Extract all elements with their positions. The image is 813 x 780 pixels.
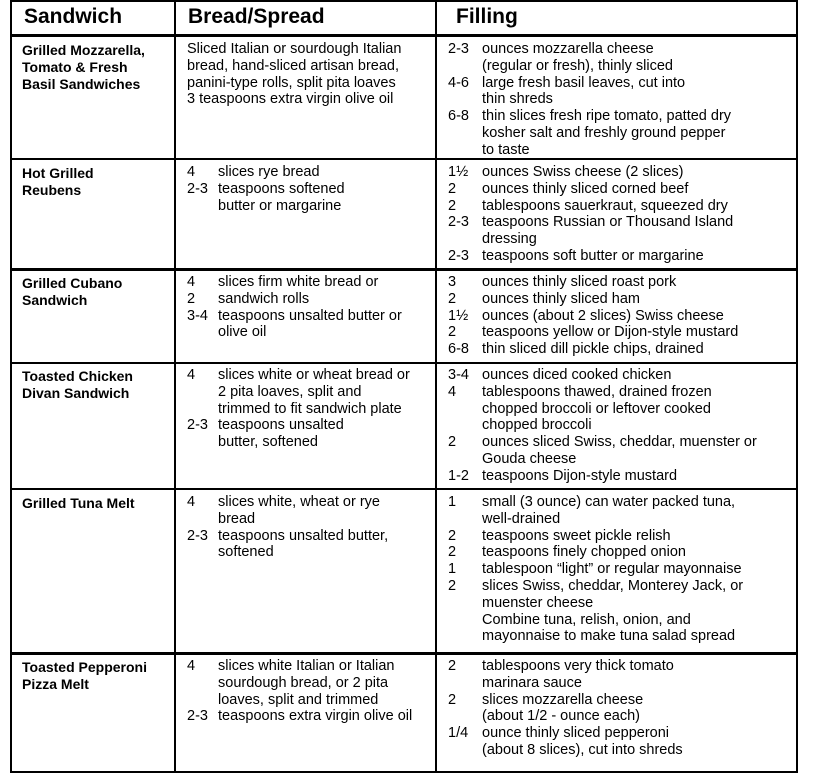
filling-line: chopped broccoli xyxy=(482,417,592,434)
sandwich-name: Toasted Chicken Divan Sandwich xyxy=(22,368,133,401)
filling-line: slices mozzarella cheese xyxy=(482,691,644,708)
filling-line: tablespoons sauerkraut, squeezed dry xyxy=(482,197,728,214)
column-divider xyxy=(174,0,176,773)
bread-line: teaspoons softened xyxy=(218,180,345,197)
sandwich-name: Toasted Pepperoni Pizza Melt xyxy=(22,659,147,692)
filling-line: large fresh basil leaves, cut into xyxy=(482,74,686,91)
filling-line: ounces diced cooked chicken xyxy=(482,367,672,383)
filling-line: thin shreds xyxy=(482,91,553,108)
bread-line: teaspoons unsalted butter, xyxy=(218,527,389,544)
filling-line: teaspoons yellow or Dijon-style mustard xyxy=(482,324,739,341)
bread-line: teaspoons extra virgin olive oil xyxy=(218,708,413,725)
filling-quantity: 2 xyxy=(448,544,457,561)
filling-quantity: 3-4 xyxy=(448,367,469,383)
row-divider xyxy=(10,652,798,655)
bread-line: softened xyxy=(218,544,274,561)
filling-quantity: 1 xyxy=(448,494,457,510)
filling-line: teaspoons soft butter or margarine xyxy=(482,248,704,264)
bread-line: sandwich rolls xyxy=(218,290,310,307)
bread-line: bread, hand-sliced artisan bread, xyxy=(187,57,399,74)
bread-quantity: 2-3 xyxy=(187,180,208,197)
filling-line: tablespoon “light” or regular mayonnaise xyxy=(482,561,742,578)
header-divider xyxy=(10,34,798,37)
filling-quantity: 6-8 xyxy=(448,341,469,358)
bread-line: Sliced Italian or sourdough Italian xyxy=(187,41,402,57)
filling-line: ounces (about 2 slices) Swiss cheese xyxy=(482,307,724,324)
filling-line: well-drained xyxy=(482,510,561,527)
sandwich-table xyxy=(10,0,798,773)
table-top-border xyxy=(10,0,798,2)
filling-line: kosher salt and freshly ground pepper xyxy=(482,125,726,141)
bread-quantity: 2-3 xyxy=(187,417,208,434)
bread-quantity: 4 xyxy=(187,658,196,674)
bread-line: loaves, split and trimmed xyxy=(218,691,379,708)
row-divider xyxy=(10,158,798,160)
filling-quantity: 2 xyxy=(448,578,457,594)
bread-line: slices white, wheat or rye xyxy=(218,494,380,510)
header-filling: Filling xyxy=(456,5,518,28)
filling-line: ounces sliced Swiss, cheddar, muenster or xyxy=(482,434,757,451)
filling-quantity: 4 xyxy=(448,383,457,400)
filling-line: teaspoons Dijon-style mustard xyxy=(482,467,678,484)
filling-quantity: 6-8 xyxy=(448,108,469,125)
sandwich-name: Grilled Tuna Melt xyxy=(22,495,135,511)
bread-line: butter, softened xyxy=(218,434,318,451)
bread-line: teaspoons unsalted xyxy=(218,417,344,434)
filling-line: thin slices fresh ripe tomato, patted dry xyxy=(482,108,732,125)
filling-line: to taste xyxy=(482,141,530,158)
filling-quantity: 2-3 xyxy=(448,248,469,264)
filling-quantity: 2 xyxy=(448,180,457,197)
bread-line: bread xyxy=(218,510,256,527)
bread-quantity: 2-3 xyxy=(187,527,208,544)
header-sandwich: Sandwich xyxy=(24,5,123,28)
bread-line: slices white or wheat bread or xyxy=(218,367,410,383)
bread-quantity: 4 xyxy=(187,494,196,510)
table-right-border xyxy=(796,0,798,773)
filling-quantity: 2-3 xyxy=(448,41,469,57)
filling-line: ounces thinly sliced roast pork xyxy=(482,274,677,290)
sandwich-name: Grilled Cubano Sandwich xyxy=(22,275,123,308)
table-left-border xyxy=(10,0,12,773)
filling-line: ounces thinly sliced corned beef xyxy=(482,180,689,197)
filling-quantity: 2 xyxy=(448,691,457,708)
bread-quantity: 4 xyxy=(187,274,196,290)
filling-quantity: 1 xyxy=(448,561,457,578)
bread-line: slices rye bread xyxy=(218,164,320,180)
bread-line: 2 pita loaves, split and xyxy=(218,383,362,400)
bread-quantity: 4 xyxy=(187,164,196,180)
filling-line: (about 1/2 - ounce each) xyxy=(482,708,640,725)
filling-line: (regular or fresh), thinly sliced xyxy=(482,57,673,74)
filling-line: Gouda cheese xyxy=(482,451,577,467)
filling-line: (about 8 slices), cut into shreds xyxy=(482,742,683,758)
filling-line: dressing xyxy=(482,231,537,248)
bread-line: 3 teaspoons extra virgin olive oil xyxy=(187,91,394,108)
sandwich-name: Grilled Mozzarella, Tomato & Fresh Basil Sandwiches xyxy=(22,42,145,92)
bread-line: olive oil xyxy=(218,324,267,341)
filling-quantity: 1½ xyxy=(448,164,469,180)
filling-quantity: 2 xyxy=(448,290,457,307)
filling-line: slices Swiss, cheddar, Monterey Jack, or xyxy=(482,578,744,594)
bread-quantity: 2-3 xyxy=(187,708,208,725)
filling-quantity: 1/4 xyxy=(448,725,469,742)
row-divider xyxy=(10,268,798,271)
filling-line: teaspoons Russian or Thousand Island xyxy=(482,214,734,231)
filling-quantity: 3 xyxy=(448,274,457,290)
filling-quantity: 2 xyxy=(448,197,457,214)
filling-line: chopped broccoli or leftover cooked xyxy=(482,400,711,417)
row-divider xyxy=(10,488,798,490)
bread-line: panini-type rolls, split pita loaves xyxy=(187,74,396,91)
filling-line: ounces mozzarella cheese xyxy=(482,41,654,57)
filling-quantity: 1½ xyxy=(448,307,469,324)
filling-line: Combine tuna, relish, onion, and xyxy=(482,611,691,628)
filling-line: marinara sauce xyxy=(482,674,582,691)
bread-line: teaspoons unsalted butter or xyxy=(218,307,402,324)
filling-line: ounces thinly sliced ham xyxy=(482,290,640,307)
filling-line: tablespoons very thick tomato xyxy=(482,658,674,674)
bread-line: slices firm white bread or xyxy=(218,274,379,290)
row-divider xyxy=(10,362,798,364)
filling-line: ounces Swiss cheese (2 slices) xyxy=(482,164,684,180)
bread-quantity: 3-4 xyxy=(187,307,208,324)
bread-line: trimmed to fit sandwich plate xyxy=(218,400,402,417)
filling-line: muenster cheese xyxy=(482,594,594,611)
table-bottom-border xyxy=(10,771,798,773)
filling-quantity: 2 xyxy=(448,527,457,544)
bread-quantity: 2 xyxy=(187,290,196,307)
filling-quantity: 4-6 xyxy=(448,74,469,91)
bread-line: slices white Italian or Italian xyxy=(218,658,395,674)
column-divider xyxy=(435,0,437,773)
filling-line: small (3 ounce) can water packed tuna, xyxy=(482,494,736,510)
filling-line: ounce thinly sliced pepperoni xyxy=(482,725,670,742)
bread-quantity: 4 xyxy=(187,367,196,383)
filling-quantity: 2 xyxy=(448,434,457,451)
filling-line: thin sliced dill pickle chips, drained xyxy=(482,341,704,358)
bread-line: sourdough bread, or 2 pita xyxy=(218,674,389,691)
filling-quantity: 2 xyxy=(448,658,457,674)
filling-line: teaspoons sweet pickle relish xyxy=(482,527,671,544)
filling-line: mayonnaise to make tuna salad spread xyxy=(482,628,736,645)
header-bread-spread: Bread/Spread xyxy=(188,5,325,28)
filling-quantity: 2 xyxy=(448,324,457,341)
bread-line: butter or margarine xyxy=(218,197,342,214)
filling-quantity: 2-3 xyxy=(448,214,469,231)
filling-line: tablespoons thawed, drained frozen xyxy=(482,383,712,400)
filling-line: teaspoons finely chopped onion xyxy=(482,544,686,561)
sandwich-name: Hot Grilled Reubens xyxy=(22,165,94,198)
filling-quantity: 1-2 xyxy=(448,467,469,484)
